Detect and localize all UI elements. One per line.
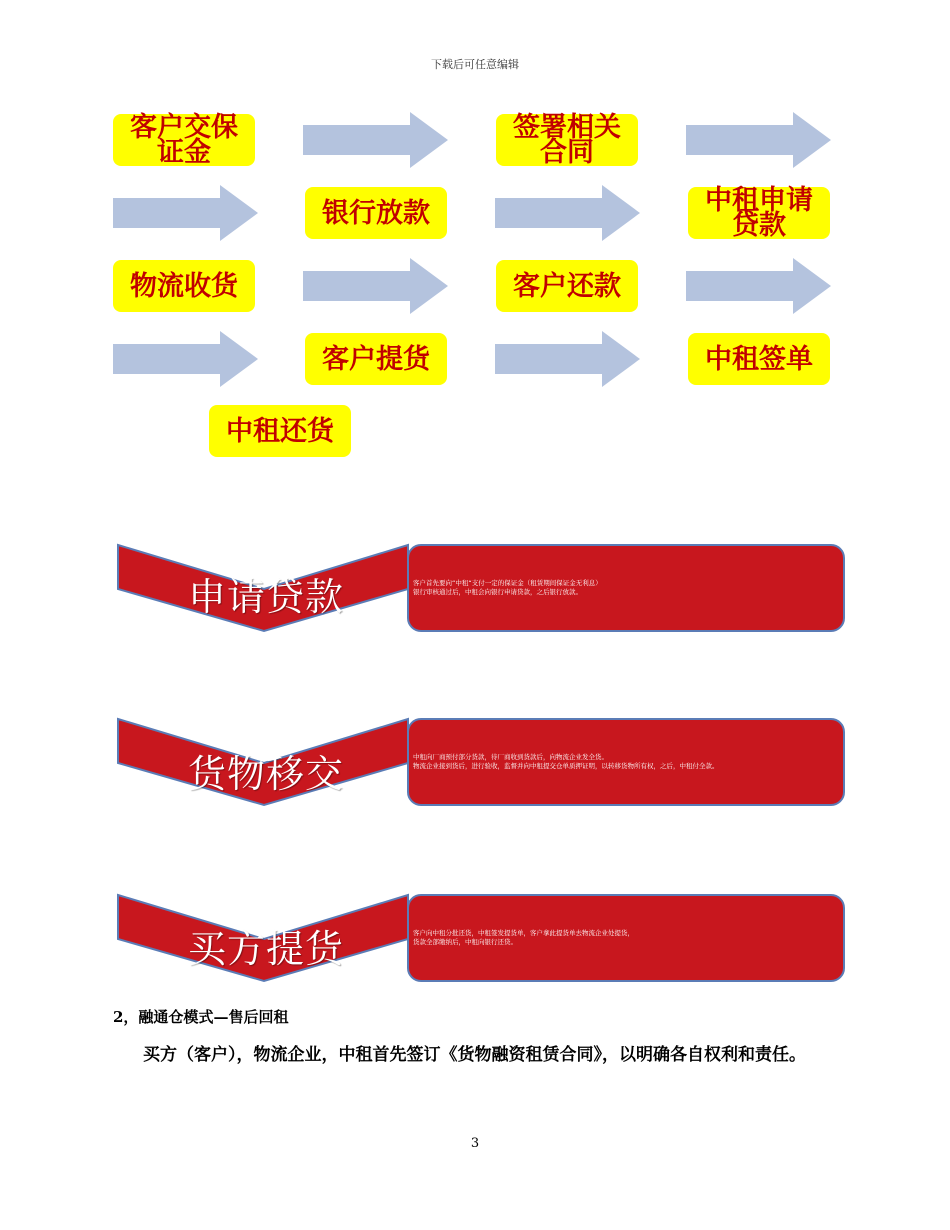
flow-box-customer-repay: 客户还款 — [496, 260, 638, 312]
arrow-right-icon — [303, 112, 448, 168]
flow-box-sign-order: 中租签单 — [688, 333, 830, 385]
arrow-right-icon — [686, 112, 831, 168]
step-description-box — [407, 544, 845, 632]
step-label: 货物移交 — [188, 752, 345, 796]
page-number: 3 — [470, 1136, 480, 1151]
flow-box-customer-pickup: 客户提货 — [305, 333, 447, 385]
flow-box-apply-loan: 中租申请贷款 — [688, 187, 830, 239]
step-line: 物流企业接到货后，进行验收，监督并向中租提交仓单质押证明，以转移货物所有权，之后，中租付全款。 — [413, 762, 719, 770]
flow-box-sign-contract: 签署相关合同 — [496, 114, 638, 166]
step-line: 中租向厂商预付部分货款，待厂商收到货款后，向物流企业发全货。 — [413, 753, 608, 761]
step-description-box — [407, 718, 845, 806]
step-line: 银行审核通过后，中租会向银行申请贷款，之后银行放款。 — [413, 588, 582, 596]
arrow-right-icon — [113, 331, 258, 387]
arrow-right-icon — [495, 185, 640, 241]
flow-box-return-goods: 中租还货 — [209, 405, 351, 457]
header-note: 下载后可任意编辑 — [431, 58, 519, 71]
body-paragraph: 买方（客户），物流企业，中租首先签订《货物融资租赁合同》，以明确各自权利和责任。 — [143, 1045, 806, 1065]
step-label: 买方提货 — [188, 927, 345, 971]
step-line: 货款全部缴纳后，中租向银行还贷。 — [413, 938, 517, 946]
flow-box-customer-deposit: 客户交保证金 — [113, 114, 255, 166]
step-label: 申请贷款 — [188, 575, 345, 619]
flow-box-logistics-receive: 物流收货 — [113, 260, 255, 312]
step-line: 客户向中租分批还货，中租签发提货单，客户拿此提货单去物流企业处提货， — [413, 929, 634, 937]
arrow-right-icon — [113, 185, 258, 241]
arrow-right-icon — [686, 258, 831, 314]
step-line: 客户首先要向“中租“支付一定的保证金（租赁期间保证金无利息） — [413, 579, 602, 587]
step-description-box — [407, 894, 845, 982]
arrow-right-icon — [303, 258, 448, 314]
flow-box-bank-loan: 银行放款 — [305, 187, 447, 239]
section-title: 2，融通仓模式—售后回租 — [113, 1008, 289, 1026]
arrow-right-icon — [495, 331, 640, 387]
